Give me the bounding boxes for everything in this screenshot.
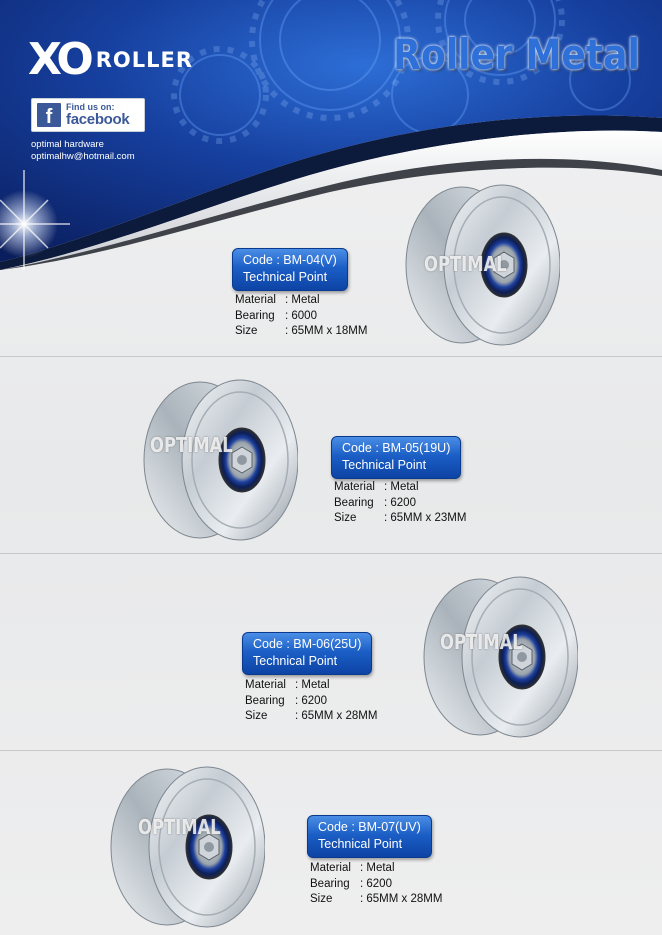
spec-value: : Metal <box>295 679 330 691</box>
logo-mark: XO <box>28 34 90 85</box>
spec-value: : 65MM x 23MM <box>384 512 467 524</box>
product-code-badge <box>232 248 348 291</box>
spec-row <box>334 511 466 527</box>
section-divider <box>0 356 662 357</box>
spec-value: : Metal <box>360 862 395 874</box>
product-code-badge <box>307 815 432 858</box>
roller-wheel-image <box>138 375 298 545</box>
logo-text: ROLLER <box>95 47 194 72</box>
facebook-find-label: Find us on: <box>66 102 115 112</box>
header-banner <box>0 0 662 270</box>
spec-row <box>310 877 442 893</box>
spec-label: Material <box>235 294 276 306</box>
facebook-icon: f <box>37 103 61 127</box>
product-code-badge <box>242 632 372 675</box>
product-specs <box>235 293 367 340</box>
product-code-badge <box>331 436 461 479</box>
page-title: Roller Metal <box>393 30 640 79</box>
spec-row <box>245 694 377 710</box>
technical-point-label: Technical Point <box>318 837 403 851</box>
roller-wheel-image <box>105 762 265 932</box>
brand-logo <box>28 34 194 85</box>
spec-value: : 6200 <box>360 877 392 890</box>
optimal-watermark: OPTIMAL <box>138 815 221 839</box>
spec-value: : Metal <box>384 481 419 493</box>
spec-label: Bearing <box>310 877 350 890</box>
section-divider <box>0 553 662 554</box>
spec-label: Material <box>310 862 351 874</box>
spec-label: Size <box>334 512 357 524</box>
spec-label: Size <box>235 325 258 337</box>
spec-row <box>310 892 442 908</box>
spec-label: Bearing <box>235 309 275 322</box>
spec-row <box>245 709 377 725</box>
spec-value: : 65MM x 28MM <box>295 710 378 722</box>
spec-value: : 6000 <box>285 309 317 322</box>
product-code: Code : BM-05(19U) <box>342 441 451 455</box>
spec-row <box>310 861 442 877</box>
product-code: Code : BM-06(25U) <box>253 637 362 651</box>
spec-value: : 6200 <box>295 694 327 707</box>
spec-value: : Metal <box>285 294 320 306</box>
spec-row <box>334 480 466 496</box>
spec-value: : 65MM x 18MM <box>285 325 368 337</box>
spec-label: Size <box>310 893 333 905</box>
technical-point-label: Technical Point <box>342 458 427 472</box>
contact-email[interactable]: optimalhw@hotmail.com <box>31 151 135 162</box>
facebook-link[interactable] <box>31 98 145 132</box>
technical-point-label: Technical Point <box>243 270 328 284</box>
spec-value: : 6200 <box>384 496 416 509</box>
spec-row <box>235 309 367 325</box>
product-specs <box>334 480 466 527</box>
product-code: Code : BM-07(UV) <box>318 820 421 834</box>
section-divider <box>0 750 662 751</box>
product-code: Code : BM-04(V) <box>243 253 337 267</box>
company-name: optimal hardware <box>31 139 104 150</box>
spec-row <box>334 496 466 512</box>
facebook-brand-label: facebook <box>66 111 130 128</box>
contact-info <box>31 139 135 163</box>
product-specs <box>245 678 377 725</box>
product-specs <box>310 861 442 908</box>
spec-row <box>235 293 367 309</box>
spec-label: Material <box>245 679 286 691</box>
spec-label: Bearing <box>334 496 374 509</box>
roller-wheel-image <box>418 572 578 742</box>
spec-label: Bearing <box>245 694 285 707</box>
technical-point-label: Technical Point <box>253 654 338 668</box>
spec-label: Material <box>334 481 375 493</box>
optimal-watermark: OPTIMAL <box>440 630 523 654</box>
spec-label: Size <box>245 710 268 722</box>
optimal-watermark: OPTIMAL <box>424 252 507 276</box>
spec-value: : 65MM x 28MM <box>360 893 443 905</box>
optimal-watermark: OPTIMAL <box>150 433 233 457</box>
spec-row <box>235 324 367 340</box>
spec-row <box>245 678 377 694</box>
